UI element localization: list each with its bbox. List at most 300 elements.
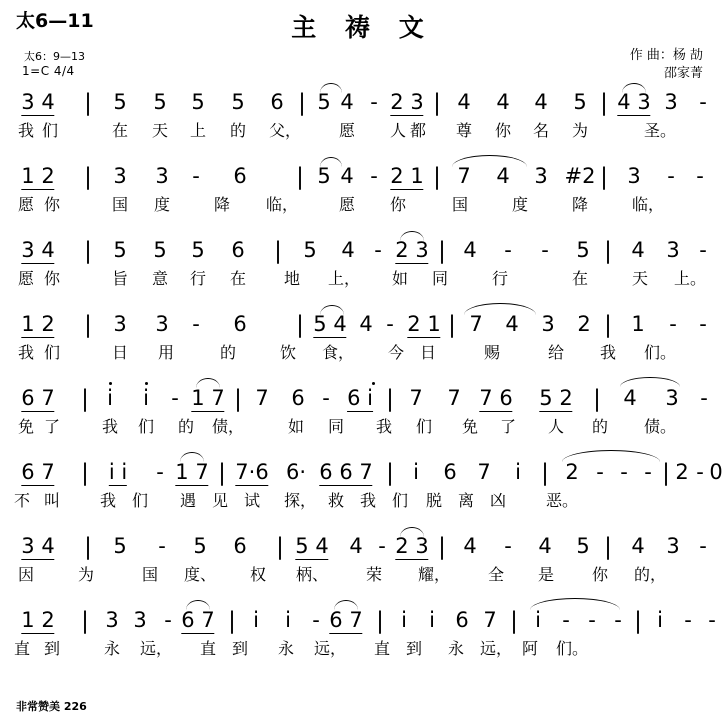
note: 5 [193,534,207,558]
note: 6 6 7 [319,460,373,484]
barline: | [541,460,549,486]
lyric: 国 [111,195,129,214]
octave-dot [145,382,148,385]
lyric: 免 [17,417,35,436]
barline: | [84,238,92,264]
note: - [614,608,622,632]
barline: | [438,534,446,560]
lyric: 名 [532,121,550,140]
lyricist-credit: 邵家菁 [663,66,703,81]
notes-row [0,312,725,342]
lyric-row [0,638,725,664]
lyric: 们 [391,491,409,510]
lyric: 见 [211,491,229,510]
lyric: 上。 [673,269,707,288]
barline: | [662,460,670,486]
note: - [588,608,596,632]
lyric: 日 [419,343,437,362]
barline: | [84,164,92,190]
note: - [699,534,707,558]
music-system-4 [0,312,725,368]
barline: | [228,608,236,634]
barline: | [600,90,608,116]
note: - [171,386,179,410]
note: 3 [155,164,169,188]
note: 4 [631,534,645,558]
lyric: 直 [199,639,217,658]
lyric: 远， [139,639,173,658]
note: - [667,164,675,188]
lyric: 为 [571,121,589,140]
note: 5 [317,90,331,114]
top-reference: 太6—11 [16,10,94,32]
note: i [515,460,521,484]
note: 2 [675,460,689,484]
note: 4 [457,90,471,114]
music-system-7 [0,534,725,590]
lyric: 脱 [425,491,443,510]
lyric: 直 [13,639,31,658]
note: 1 2 [21,608,55,632]
note: - [541,238,549,262]
lyric: 远， [313,639,347,658]
key-signature: 1=C 4/4 [22,64,75,78]
note: 3 [666,534,680,558]
note: 2 1 [390,164,424,188]
note: 3 [113,312,127,336]
note: 5 [576,238,590,262]
barline: | [604,312,612,338]
barline: | [218,460,226,486]
lyric: 们 [415,417,433,436]
note: 6 [231,238,245,262]
lyric: 食， [321,343,355,362]
note: 7 [457,164,471,188]
octave-dot [372,382,375,385]
note: 7 [409,386,423,410]
lyric: 的 [219,343,237,362]
lyric: 我 [101,417,119,436]
lyric: 行 [189,269,207,288]
lyric: 探， [283,491,317,510]
lyric: 我 [99,491,117,510]
note: 6 7 [21,386,55,410]
note: 6 [291,386,305,410]
note: - [370,90,378,114]
note: 5 [303,238,317,262]
note: 4 [340,164,354,188]
lyric: 意 [151,269,169,288]
note: 5 [573,90,587,114]
note: 5 [113,534,127,558]
note: 6 [233,534,247,558]
lyric: 的 [591,417,609,436]
note: - [504,534,512,558]
note: 6· [285,460,307,484]
lyric: 们。 [643,343,677,362]
note: 4 [538,534,552,558]
barline: | [438,238,446,264]
lyric: 上， [327,269,361,288]
lyric: 是 [537,565,555,584]
barline: | [84,534,92,560]
barline: | [386,460,394,486]
barline: | [600,164,608,190]
note: 6 [270,90,284,114]
note: 3 [627,164,641,188]
lyric: 人 [547,417,565,436]
lyric: 临， [265,195,299,214]
lyric: 你 [43,269,61,288]
note: 6 7 [181,608,215,632]
scripture-reference: 太6：9—13 [24,50,85,63]
notes-row [0,460,725,490]
lyric: 你 [591,565,609,584]
lyric: 临， [631,195,665,214]
barline: | [604,534,612,560]
barline: | [448,312,456,338]
note: - [696,460,704,484]
lyric: 如 [391,269,409,288]
lyric: 降 [571,195,589,214]
page-title: 主 祷 文 [291,13,434,42]
note: 5 [113,238,127,262]
note: 3 [541,312,555,336]
lyric-row [0,268,725,294]
note: 2 1 [407,312,441,336]
lyric: 在 [111,121,129,140]
note: 1 7 [175,460,209,484]
note: 4 [463,238,477,262]
note: 4 3 [617,90,651,114]
note: 2 3 [395,534,429,558]
lyric: 们。 [555,639,589,658]
lyric: 债。 [643,417,677,436]
lyric: 债， [211,417,245,436]
lyric: 到 [405,639,423,658]
lyric: 的 [177,417,195,436]
note: 7 [477,460,491,484]
note: 2 [565,460,579,484]
lyric: 们 [131,491,149,510]
note: 6 [455,608,469,632]
note: - [164,608,172,632]
note: 4 [623,386,637,410]
lyric: 地 [283,269,301,288]
barline: | [604,238,612,264]
barline: | [84,312,92,338]
note: 3 [664,90,678,114]
note: - [699,238,707,262]
lyric: 如 [287,417,305,436]
note: 5 [191,90,205,114]
note: - [370,164,378,188]
lyric: 父， [268,121,302,140]
music-system-8 [0,608,725,664]
note: - [562,608,570,632]
barline: | [81,460,89,486]
note: 7 [469,312,483,336]
barline: | [433,164,441,190]
lyric: 到 [43,639,61,658]
lyric: 了 [43,417,61,436]
note: i [253,608,259,632]
note: 1 [631,312,645,336]
lyric: 权 [249,565,267,584]
note: 4 [463,534,477,558]
note: 3 [155,312,169,336]
note: 2 [577,312,591,336]
lyric: 离 [457,491,475,510]
lyric-row [0,564,725,590]
note: i [429,608,435,632]
music-system-3 [0,238,725,294]
barline: | [276,534,284,560]
lyric: 全 [487,565,505,584]
lyric-row [0,416,725,442]
note: - [386,312,394,336]
lyric: 们 [137,417,155,436]
note: 5 [153,238,167,262]
note: 3 [113,164,127,188]
lyric: 不 [13,491,31,510]
note: 6 i [347,386,373,410]
lyric: 遇 [179,491,197,510]
barline: | [376,608,384,634]
note: 0 [709,460,723,484]
note: 7 [483,608,497,632]
lyric: 同 [431,269,449,288]
lyric: 天 [631,269,649,288]
note: 4 [341,238,355,262]
note: - [192,164,200,188]
lyric: 度、 [183,565,217,584]
lyric: 度 [153,195,171,214]
lyric: 国 [141,565,159,584]
slur [530,598,620,610]
note: - [378,534,386,558]
music-system-5 [0,386,725,442]
note: - [700,386,708,410]
note: 4 [534,90,548,114]
lyric: 愿 [338,121,356,140]
note: 7 [447,386,461,410]
barline: | [298,90,306,116]
lyric: 在 [571,269,589,288]
lyric: 的 [229,121,247,140]
lyric: 柄、 [295,565,329,584]
note: - [669,312,677,336]
lyric: 们 [41,121,59,140]
note: - [192,312,200,336]
note: i [657,608,663,632]
lyric: 阿 [521,639,539,658]
lyric: 赐 [483,343,501,362]
lyric: 永 [277,639,295,658]
note: - [312,608,320,632]
lyric-row [0,490,725,516]
note: 5 2 [539,386,573,410]
note: 6 [233,164,247,188]
notes-row [0,238,725,268]
lyric: 同 [327,417,345,436]
lyric: 的， [633,565,667,584]
note: 5 [231,90,245,114]
note: 4 [496,164,510,188]
note: 3 [534,164,548,188]
note: i [285,608,291,632]
note: 5 [153,90,167,114]
lyric: 圣。 [643,121,677,140]
lyric: 在 [229,269,247,288]
note: i [535,608,541,632]
barline: | [634,608,642,634]
note: 4 [505,312,519,336]
lyric: 你 [389,195,407,214]
note: 6 7 [329,608,363,632]
lyric: 们 [43,343,61,362]
note: i [401,608,407,632]
note: 3 4 [21,238,55,262]
lyric: 耀， [417,565,451,584]
lyric: 试 [243,491,261,510]
note: - [158,534,166,558]
lyric: 尊 [455,121,473,140]
note: 1 7 [191,386,225,410]
note: 3 [133,608,147,632]
lyric: 日 [111,343,129,362]
note: 5 [317,164,331,188]
barline: | [234,386,242,412]
barline: | [593,386,601,412]
note: - [322,386,330,410]
note: - [684,608,692,632]
lyric-row [0,120,725,146]
octave-dot [109,382,112,385]
notes-row [0,608,725,638]
note: - [374,238,382,262]
lyric: 救 [327,491,345,510]
barline: | [296,164,304,190]
note: 4 [359,312,373,336]
barline: | [433,90,441,116]
music-system-1 [0,90,725,146]
note: 5 4 [313,312,347,336]
lyric: 我 [359,491,377,510]
lyric: 我 [375,417,393,436]
note: - [644,460,652,484]
lyric: 饮 [279,343,297,362]
lyric: 今 [387,343,405,362]
lyric: 永 [103,639,121,658]
lyric: 用 [157,343,175,362]
barline: | [296,312,304,338]
note: 1 2 [21,312,55,336]
lyric-row [0,342,725,368]
note: 5 [113,90,127,114]
note: - [620,460,628,484]
note: - [156,460,164,484]
lyric: 给 [547,343,565,362]
note: 2 3 [395,238,429,262]
lyric: 上 [189,121,207,140]
note: 6 7 [21,460,55,484]
note: 6 [443,460,457,484]
lyric: 度 [511,195,529,214]
notes-row [0,164,725,194]
barline: | [510,608,518,634]
note: 5 4 [295,534,329,558]
note: i [143,386,149,410]
lyric: 为 [77,565,95,584]
lyric: 直 [373,639,391,658]
note: 4 [631,238,645,262]
music-system-6 [0,460,725,516]
footer-reference: 非常赞美 226 [16,700,87,713]
note: - [708,608,716,632]
lyric: 了 [499,417,517,436]
note: - [596,460,604,484]
lyric-row [0,194,725,220]
barline: | [81,608,89,634]
note: i [107,386,113,410]
note: 6 [233,312,247,336]
composer-credit: 作 曲：杨 劼 [629,48,703,63]
note: i i [108,460,128,484]
note: 1 2 [21,164,55,188]
barline: | [386,386,394,412]
lyric: 我 [17,121,35,140]
lyric: 永 [447,639,465,658]
lyric: 愿 [17,195,35,214]
lyric: 降 [213,195,231,214]
lyric: 因 [17,565,35,584]
note: 5 [576,534,590,558]
note: 4 [496,90,510,114]
lyric: 国 [451,195,469,214]
lyric: 天 [151,121,169,140]
lyric: 你 [494,121,512,140]
lyric: 叫 [43,491,61,510]
lyric: 远， [479,639,513,658]
lyric: 行 [491,269,509,288]
lyric: 我 [17,343,35,362]
notes-row [0,90,725,120]
note-accidental: #2 [564,164,596,188]
barline: | [81,386,89,412]
notes-row [0,534,725,564]
note: 7 [255,386,269,410]
lyric: 凶 [489,491,507,510]
lyric: 我 [599,343,617,362]
lyric: 愿 [17,269,35,288]
lyric: 都 [409,121,427,140]
lyric: 旨 [111,269,129,288]
lyric: 愿 [338,195,356,214]
note: 7 6 [479,386,513,410]
note: - [699,312,707,336]
note: - [696,164,704,188]
note: - [504,238,512,262]
lyric: 荣 [365,565,383,584]
barline: | [274,238,282,264]
note: 4 [349,534,363,558]
note: 2 3 [390,90,424,114]
note: 5 [191,238,205,262]
barline: | [84,90,92,116]
note: 7·6 [235,460,269,484]
lyric: 恶。 [545,491,579,510]
